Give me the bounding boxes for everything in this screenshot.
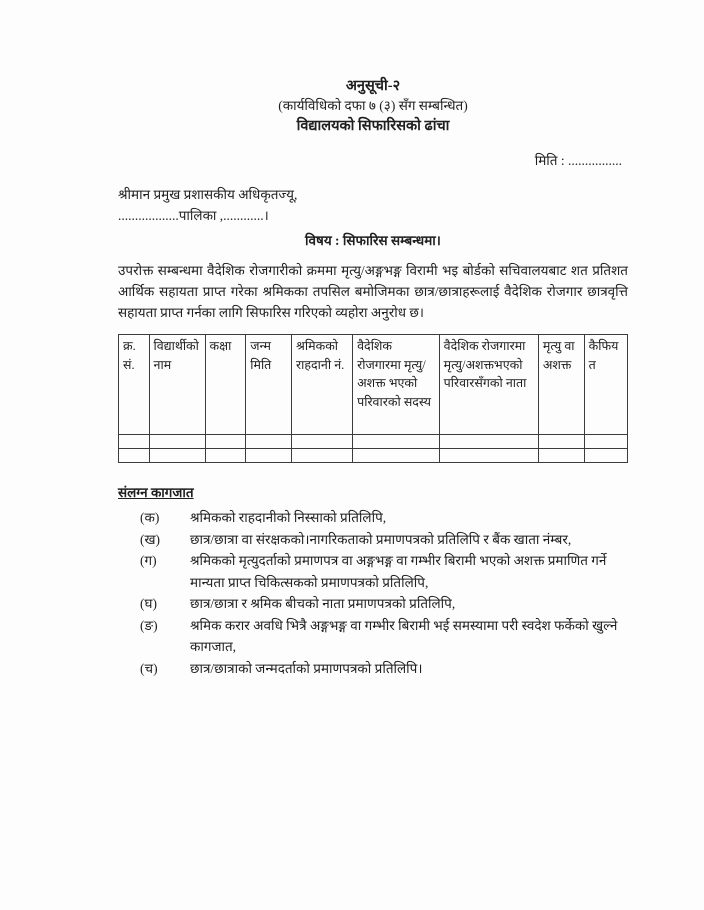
list-item-text: छात्र/छात्रा र श्रमिक बीचको नाता प्रमाणपत्रको प्रतिलिपि, (190, 596, 456, 611)
empty-cell (353, 435, 440, 449)
list-item-marker: (ग) (140, 553, 157, 568)
column-header-relation: वैदेशिक रोजगारमा मृत्यु/अशक्तभएको परिवारसँगको नाता (439, 335, 538, 435)
empty-cell (538, 435, 584, 449)
list-item-marker: (ख) (140, 531, 161, 547)
list-item-text: श्रमिक करार अवधि भित्रै अङ्गभङ्ग वा गम्भीर बिरामी भई समस्यामा परी स्वदेश फर्केको खुल्ने कागजात, (190, 617, 618, 654)
empty-cell (292, 435, 353, 449)
list-item-text: श्रमिकको राहदानीको निस्साको प्रतिलिपि, (190, 510, 387, 525)
empty-cell (246, 435, 292, 449)
column-header-serial: क्र. सं. (119, 335, 150, 435)
list-item (118, 507, 628, 529)
empty-cell (292, 449, 353, 463)
list-item (118, 615, 628, 658)
column-header-dob: जन्म मिति (246, 335, 292, 435)
list-item-marker: (ङ) (140, 617, 158, 633)
document-header (118, 76, 628, 136)
list-item-text: छात्र/छात्रा वा संरक्षकको।नागरिकताको प्रमाणपत्रको प्रतिलिपि र बैंक खाता नंम्बर, (190, 531, 572, 547)
empty-cell (584, 449, 627, 463)
column-header-passport-no: श्रमिकको राहदानी नं. (292, 335, 353, 435)
empty-cell (584, 435, 627, 449)
list-item-marker: (क) (140, 510, 160, 525)
empty-cell (439, 435, 538, 449)
column-header-death-or-disabled: मृत्यु वा अशक्त (538, 335, 584, 435)
salutation-line-2: ..................पालिका ,............। (118, 208, 269, 223)
list-item-marker: (च) (140, 660, 158, 676)
empty-cell (353, 449, 440, 463)
empty-cell (149, 435, 205, 449)
empty-cell (439, 449, 538, 463)
empty-cell (149, 449, 205, 463)
column-header-class: कक्षा (205, 335, 246, 435)
form-title: विद्यालयको सिफारिसको ढांचा (296, 118, 450, 134)
column-header-student-name: विद्यार्थीको नाम (149, 335, 205, 435)
table-row (119, 449, 628, 463)
table-header-row (119, 335, 628, 435)
subject-line: विषय : सिफारिस सम्बन्धमा। (305, 233, 441, 248)
schedule-subtitle: (कार्यविधिको दफा ७ (३) सँग सम्बन्धित) (278, 98, 468, 113)
date-line: मिति : ................ (534, 153, 622, 168)
list-item (118, 593, 628, 615)
attachments-list (118, 507, 628, 679)
empty-cell (205, 449, 246, 463)
empty-cell (119, 449, 150, 463)
list-item-marker: (घ) (140, 596, 157, 611)
list-item (118, 658, 628, 680)
empty-cell (538, 449, 584, 463)
empty-cell (246, 449, 292, 463)
empty-cell (119, 435, 150, 449)
list-item-text: छात्र/छात्राको जन्मदर्ताको प्रमाणपत्रको प्रतिलिपि। (190, 660, 423, 676)
empty-cell (205, 435, 246, 449)
body-paragraph: उपरोक्त सम्बन्धमा वैदेशिक रोजगारीको क्रममा मृत्यु/अङ्गभङ्ग विरामी भइ बोर्डको सचिवालयबाट शत प्रतिशत आर्थिक सहायता प्राप्त गरेका श्रमिकका तपसिल बमोजिमका छात्र/छात्राहरूलाई वैदेशिक रोजगार छात्रवृत्ति सहायता प्राप्त गर्नका लागि सिफारिस गरिएको व्यहोरा अनुरोध छ। (118, 263, 628, 320)
column-header-family-member: वैदेशिक रोजगारमा मृत्यु/अशक्त भएको परिवारको सदस्य (353, 335, 440, 435)
recommendation-table (118, 334, 628, 463)
column-header-remarks: कैफियत (584, 335, 627, 435)
list-item (118, 529, 628, 551)
salutation-block (118, 184, 628, 226)
salutation-line-1: श्रीमान प्रमुख प्रशासकीय अधिकृतज्यू, (118, 187, 298, 202)
schedule-title: अनुसूची-२ (345, 78, 401, 94)
list-item-text: श्रमिकको मृत्युदर्ताको प्रमाणपत्र वा अङ्गभङ्ग वा गम्भीर बिरामी भएको अशक्त प्रमाणित गर्ने मान्यता प्राप्त चिकित्सकको प्रमाणपत्रको प्रतिलिपि, (190, 553, 607, 590)
list-item (118, 550, 628, 593)
attachments-heading: संलग्न कागजात (118, 485, 194, 500)
table-row (119, 435, 628, 449)
